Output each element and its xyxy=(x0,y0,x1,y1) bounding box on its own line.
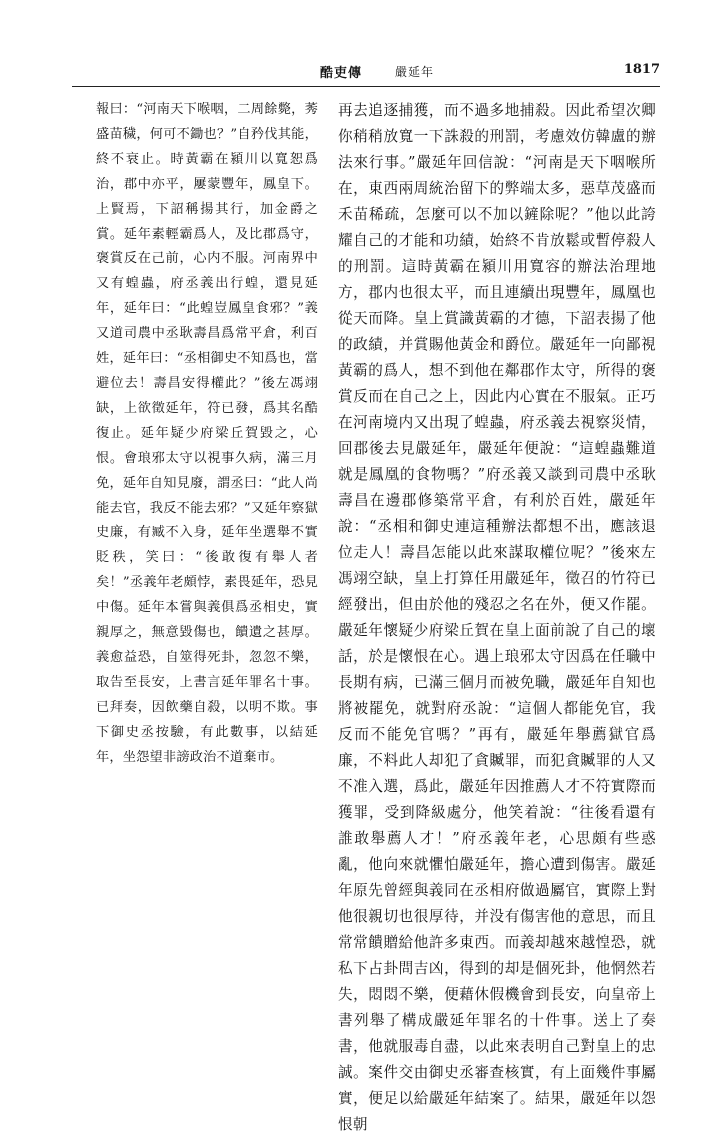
translation-text-paragraph: 再去追逐捕獲，而不過多地捕殺。因此希望次卿你稍稍放寬一下誅殺的刑罰，考慮效仿韓盧的辦法來行事。”嚴延年回信說：“河南是天下咽喉所在，東西兩周統治留下的弊端太多，惡草茂盛而禾苗稀疏，怎麼可以不加以鏟除呢？”他以此誇耀自己的才能和功績，始終不肯放鬆或暫停殺人的刑罰。這時黃霸在潁川用寬容的辦法治理地方，郡内也很太平，而且連續出現豐年，鳳凰也從天而降。皇上賞識黃霸的才德，下詔表揚了他的政績，并賞賜他黃金和爵位。嚴延年一向鄙視黃霸的爲人，想不到他在鄰郡作太守，所得的褒賞反而在自己之上，因此内心實在不服氣。正巧在河南境内又出現了蝗蟲，府丞義去視察災情，回郡後去見嚴延年，嚴延年便說：“這蝗蟲難道就是鳳凰的食物嗎？”府丞義又談到司農中丞耿壽昌在邊郡修築常平倉，有利於百姓，嚴延年說：“丞相和御史連這種辦法都想不出，應該退位走人！壽昌怎能以此來謀取權位呢？”後來左馮翊空缺，皇上打算任用嚴延年，徵召的竹符已經發出，但由於他的殘忍之名在外，便又作罷。嚴延年懷疑少府梁丘賀在皇上面前說了自己的壞話，於是懷恨在心。遇上琅邪太守因爲在任職中長期有病，已滿三個月而被免職，嚴延年自知也將被罷免，就對府丞說：“這個人都能免官，我反而不能免官嗎？”再有，嚴延年舉薦獄官爲廉，不料此人却犯了貪贓罪，而犯貪贓罪的人又不准入選，爲此，嚴延年因推薦人才不符實際而獲罪，受到降級處分，他笑着說：“往後看還有誰敢舉薦人才！”府丞義年老，心思頗有些惑亂，他向來就懼怕嚴延年，擔心遭到傷害。嚴延年原先曾經與義同在丞相府做過屬官，實際上對他很親切也很厚待，并没有傷害他的意思，而且常常饋贈給他許多東西。而義却越來越惶恐，就私下占卦問吉凶，得到的却是個死卦，他惘然若失，悶悶不樂，便藉休假機會到長安，向皇帝上書列舉了構成嚴延年罪名的十件事。送上了奏書，他就服毒自盡，以此來表明自己對皇上的忠誠。案件交由御史丞審查核實，有上面幾件事屬實，便足以給嚴延年結案了。結果，嚴延年以怨恨朝 xyxy=(338,102,656,1133)
page-header xyxy=(72,62,660,82)
running-section-title: 酷吏傳 xyxy=(320,66,363,81)
running-person-name: 嚴延年 xyxy=(395,65,435,79)
page-number: 1817 xyxy=(623,62,660,77)
original-text-column xyxy=(96,98,318,770)
translation-text-column xyxy=(338,98,656,1138)
header-rule xyxy=(72,86,660,87)
original-text-paragraph: 報曰：“河南天下喉咽，二周餘斃，莠盛苗穢，何可不鋤也？”自矜伐其能，終不衰止。時黃霸在潁川以寬恕爲治，郡中亦平，屢蒙豐年，鳳皇下。上賢焉，下詔稱揚其行，加金爵之賞。延年素輕霸爲人，及比郡爲守，褒賞反在己前，心内不服。河南界中又有蝗蟲，府丞義出行蝗，還見延年，延年曰：“此蝗豈鳳皇食邪？”義又道司農中丞耿壽昌爲常平倉，利百姓，延年曰：“丞相御史不知爲也，當避位去！壽昌安得權此？”後左馮翊缺，上欲徵延年，符已發，爲其名酷復止。延年疑少府梁丘賀毀之，心恨。會琅邪太守以視事久病，滿三月免，延年自知見廢，謂丞曰：“此人尚能去官，我反不能去邪？”又延年察獄史廉，有臧不入身，延年坐選舉不實貶秩，笑曰：“後敢復有舉人者矣！”丞義年老頗悖，素畏延年，恐見中傷。延年本嘗與義俱爲丞相史，實親厚之，無意毀傷也，饋遺之甚厚。義愈益恐，自筮得死卦，忽忽不樂，取告至長安，上書言延年罪名十事。已拜奏，因飲藥自殺，以明不欺。事下御史丞按驗，有此數事，以結延年，坐怨望非謗政治不道棄市。 xyxy=(96,102,318,765)
